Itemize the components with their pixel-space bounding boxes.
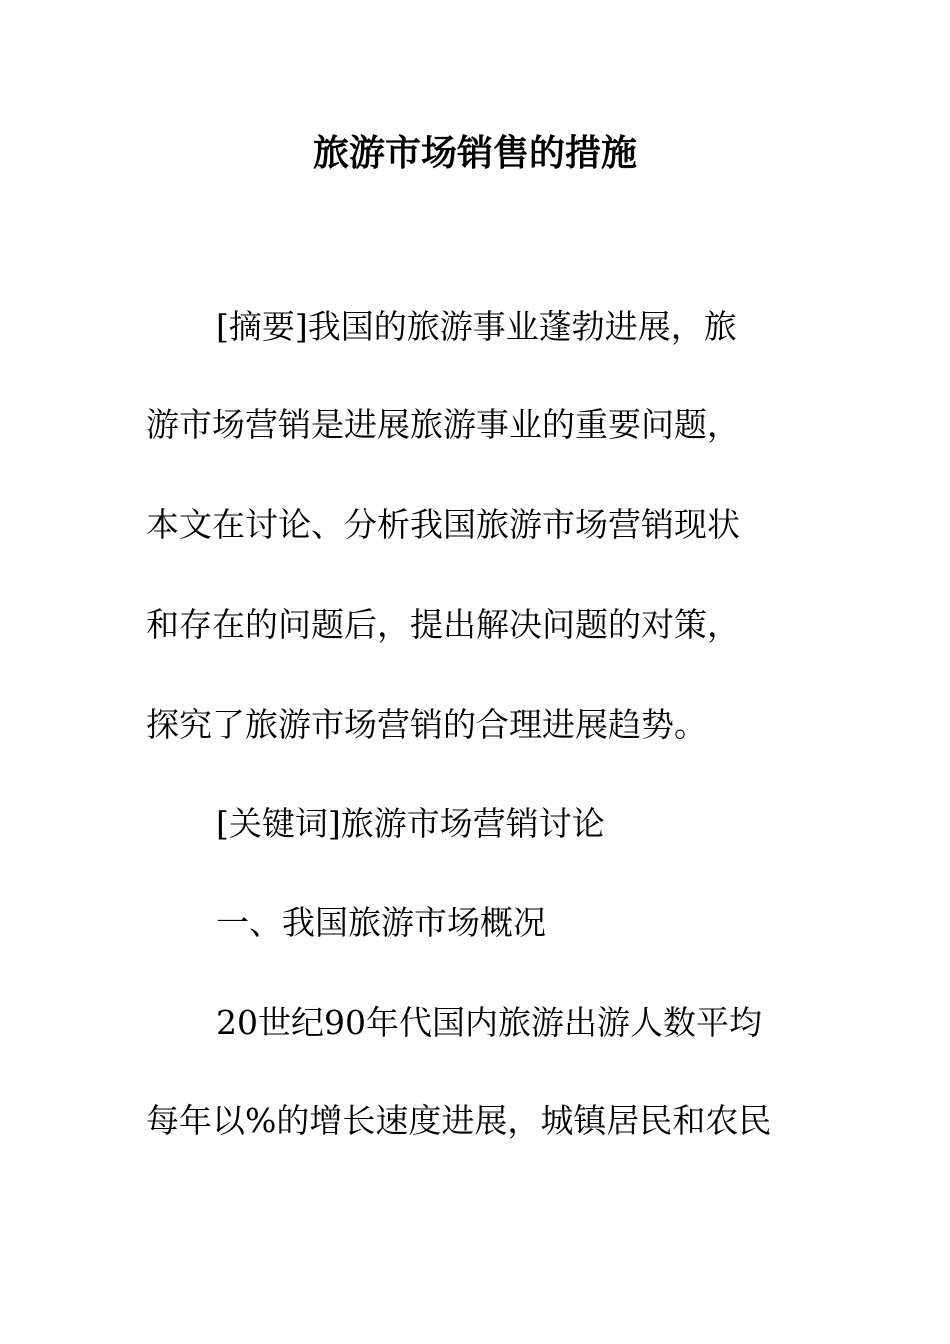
body-line-1: 20世纪90年代国内旅游出游人数平均	[216, 1003, 762, 1042]
document-title: 旅游市场销售的措施	[312, 132, 637, 174]
abstract-line-2: 游市场营销是进展旅游事业的重要问题，	[146, 405, 740, 444]
section-heading: 一、我国旅游市场概况	[216, 903, 546, 942]
body-line-2: 每年以%的增长速度进展，城镇居民和农民	[146, 1101, 772, 1140]
abstract-line-4: 和存在的问题后，提出解决问题的对策，	[146, 605, 740, 644]
keywords-line: [关键词]旅游市场营销讨论	[216, 804, 605, 843]
abstract-line-3: 本文在讨论、分析我国旅游市场营销现状	[146, 505, 740, 544]
abstract-line-5: 探究了旅游市场营销的合理进展趋势。	[146, 705, 707, 744]
abstract-line-1: [摘要]我国的旅游事业蓬勃进展，旅	[216, 307, 737, 346]
